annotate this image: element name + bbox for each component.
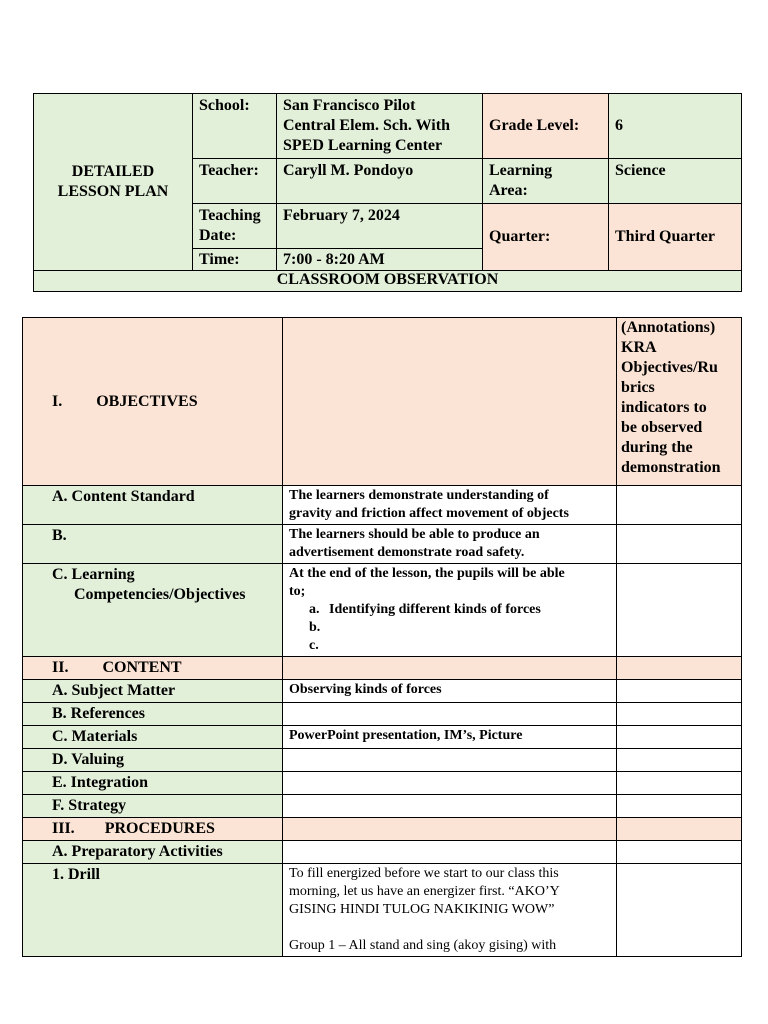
teacher-label: Teacher:	[193, 159, 277, 204]
integration-value	[283, 772, 617, 795]
content-heading: II. CONTENT	[23, 657, 283, 680]
content-standard-annotation	[617, 486, 742, 525]
competency-item-a: a. Identifying different kinds of forces	[309, 602, 541, 617]
integration-label: E. Integration	[23, 772, 283, 795]
strategy-label: F. Strategy	[23, 795, 283, 818]
preparatory-activities-value	[283, 841, 617, 864]
subject-matter-value: Observing kinds of forces	[283, 680, 617, 703]
materials-label: C. Materials	[23, 726, 283, 749]
content-heading-blank	[283, 657, 617, 680]
performance-standard-annotation	[617, 525, 742, 564]
quarter-label: Quarter:	[483, 204, 609, 271]
procedures-heading: III. PROCEDURES	[23, 818, 283, 841]
subject-matter-label: A. Subject Matter	[23, 680, 283, 703]
drill-annotation	[617, 864, 742, 957]
subject-matter-annotation	[617, 680, 742, 703]
references-value	[283, 703, 617, 726]
valuing-value	[283, 749, 617, 772]
teaching-date-value: February 7, 2024	[277, 204, 483, 249]
procedures-heading-blank	[283, 818, 617, 841]
time-value: 7:00 - 8:20 AM	[277, 249, 483, 271]
teaching-date-label: Teaching Date:	[193, 204, 277, 249]
content-standard-label: A. Content Standard	[23, 486, 283, 525]
valuing-label: D. Valuing	[23, 749, 283, 772]
learning-competencies-annotation	[617, 564, 742, 657]
materials-value: PowerPoint presentation, IM’s, Picture	[283, 726, 617, 749]
learning-competencies-label: C. Learning Competencies/Objectives	[23, 564, 283, 657]
competency-item-b: b.	[309, 620, 321, 635]
learning-area-label: Learning Area:	[483, 159, 609, 204]
time-label: Time:	[193, 249, 277, 271]
references-label: B. References	[23, 703, 283, 726]
materials-annotation	[617, 726, 742, 749]
valuing-annotation	[617, 749, 742, 772]
quarter-value: Third Quarter	[609, 204, 742, 271]
preparatory-activities-annotation	[617, 841, 742, 864]
competency-item-c: c.	[309, 638, 319, 653]
lesson-plan-body-table	[22, 317, 742, 957]
objectives-number: I.	[52, 392, 63, 410]
title-line-2: LESSON PLAN	[57, 183, 169, 200]
strategy-value	[283, 795, 617, 818]
drill-label: 1. Drill	[23, 864, 283, 957]
drill-value: To fill energized before we start to our class this morning, let us have an energizer first. “AKO’Y GISING HINDI TULOG NAKIKINIG WOW” Group 1 – All stand and sing (akoy gising) with	[283, 864, 617, 957]
school-label: School:	[193, 94, 277, 159]
learning-competencies-value: At the end of the lesson, the pupils will be able to; a. Identifying different kinds of forces b. c.	[283, 564, 617, 657]
procedures-heading-annotation	[617, 818, 742, 841]
school-value: San Francisco Pilot Central Elem. Sch. With SPED Learning Center	[277, 94, 483, 159]
learning-area-value: Science	[609, 159, 742, 204]
performance-standard-label: B.	[23, 525, 283, 564]
performance-standard-value: The learners should be able to produce an advertisement demonstrate road safety.	[283, 525, 617, 564]
annotations-cell: (Annotations) KRA Objectives/Ru brics indicators to be observed during the demonstration	[617, 318, 742, 486]
objectives-title: OBJECTIVES	[96, 392, 198, 410]
objectives-heading	[23, 318, 283, 486]
preparatory-activities-label: A. Preparatory Activities	[23, 841, 283, 864]
content-standard-value: The learners demonstrate understanding of gravity and friction affect movement of objects	[283, 486, 617, 525]
lesson-plan-title	[34, 94, 193, 271]
grade-level-label: Grade Level:	[483, 94, 609, 159]
teacher-value: Caryll M. Pondoyo	[277, 159, 483, 204]
references-annotation	[617, 703, 742, 726]
strategy-annotation	[617, 795, 742, 818]
objectives-blank-cell	[283, 318, 617, 486]
classroom-observation-heading: CLASSROOM OBSERVATION	[34, 271, 742, 292]
lesson-plan-header-table	[33, 93, 742, 292]
integration-annotation	[617, 772, 742, 795]
grade-level-value: 6	[609, 94, 742, 159]
content-heading-annotation	[617, 657, 742, 680]
title-line-1: DETAILED	[71, 163, 155, 180]
